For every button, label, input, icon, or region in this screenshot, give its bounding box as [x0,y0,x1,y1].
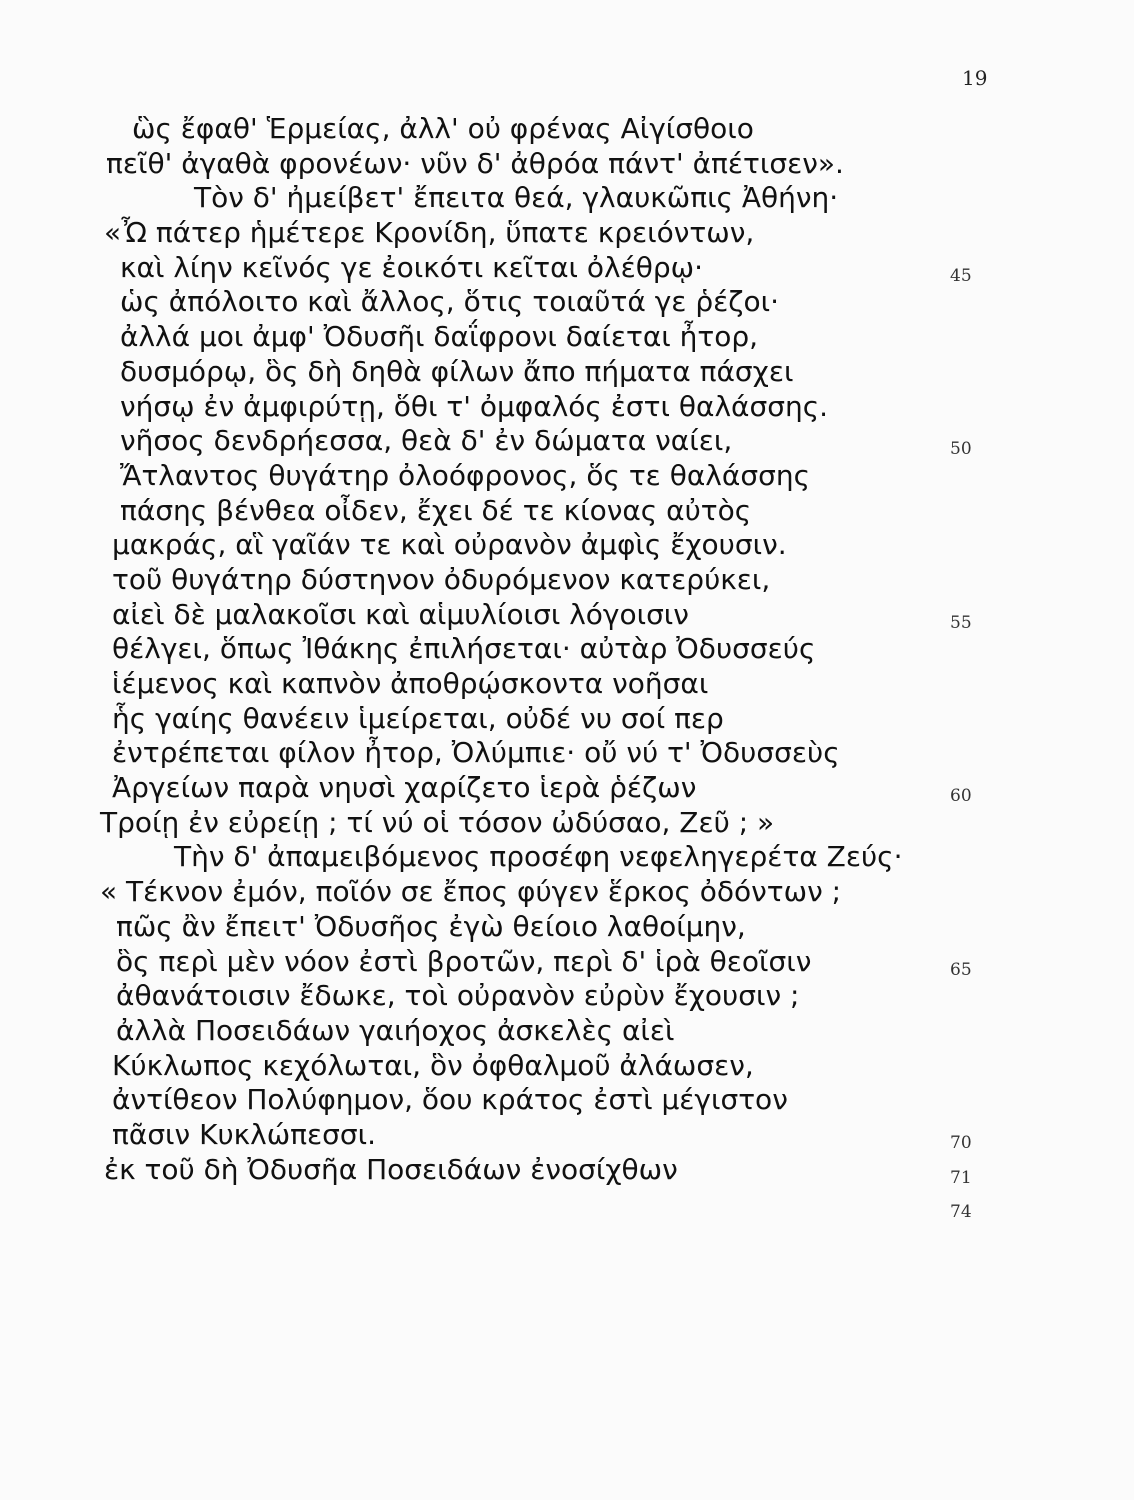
verse-line [100,840,1000,875]
verse-text: Ἄτλαντος θυγάτηρ ὀλοόφρονος, ὅς τε θαλάσσης [120,458,811,492]
verse-line [100,806,1000,841]
verse-line [100,320,1000,355]
verse-text: τοῦ θυγάτηρ δύστηνον ὀδυρόμενον κατερύκει, [112,562,771,596]
verse-line [100,459,1000,494]
verse-line [100,979,1000,1014]
verse-text: ἀντίθεον Πολύφημον, ὅου κράτος ἐστὶ μέγιστον [112,1083,788,1117]
verse-text: Κύκλωπος κεχόλωται, ὃν ὀφθαλμοῦ ἀλάωσεν, [112,1048,754,1082]
verse-text: «Ὦ πάτερ ἡμέτερε Κρονίδη, ὕπατε κρειόντων, [104,216,755,250]
verse-text: νήσῳ ἐν ἀμφιρύτῃ, ὅθι τ' ὀμφαλός ἐστι θαλάσσης. [120,389,829,423]
verse-line [100,598,1000,633]
verse-text: πεῖθ' ἀγαθὰ φρονέων· νῦν δ' ἀθρόα πάντ' ἀπέτισεν». [106,146,844,180]
verse-text: πάσης βένθεα οἶδεν, ἔχει δέ τε κίονας αὐτὸς [120,493,752,527]
verse-text: Ἀργείων παρὰ νηυσὶ χαρίζετο ἱερὰ ῥέζων [112,771,697,805]
verse-line [100,147,1000,182]
verse-text: ὣς ἔφαθ' Ἑρμείας, ἀλλ' οὐ φρένας Αἰγίσθοιο [132,112,754,145]
verse-text: ἀθανάτοισιν ἔδωκε, τοὶ οὐρανὸν εὐρὺν ἔχουσιν ; [116,979,800,1013]
verse-text: μακράς, αἳ γαῖάν τε καὶ οὐρανὸν ἀμφὶς ἔχουσιν. [112,528,787,562]
verse-line [100,875,1000,910]
verse-line [100,1118,1000,1153]
verse-line [100,181,1000,216]
verse-line [100,667,1000,702]
line-number: 71 [950,1167,972,1188]
verse-line [100,424,1000,459]
verse-text: Τὸν δ' ἠμείβετ' ἔπειτα θεά, γλαυκῶπις Ἀθήνη· [194,181,839,215]
verse-text: Τὴν δ' ἀπαμειβόμενος προσέφη νεφεληγερέτα Ζεύς· [174,840,903,874]
verse-line [100,494,1000,529]
verse-text: « Τέκνον ἐμόν, ποῖόν σε ἔπος φύγεν ἕρκος ὀδόντων ; [100,875,842,909]
line-number: 45 [950,265,972,286]
verse-text: θέλγει, ὅπως Ἰθάκης ἐπιλήσεται· αὐτὰρ Ὀδυσσεύς [112,632,816,666]
verse-line [100,632,1000,667]
page-number: 19 [962,66,988,90]
verse-text: πᾶσιν Κυκλώπεσσι. [112,1117,377,1151]
line-number: 65 [950,959,972,980]
verse-line [100,390,1000,425]
verse-line [100,1083,1000,1118]
verse-text: καὶ λίην κεῖνός γε ἐοικότι κεῖται ὀλέθρῳ· [120,250,703,284]
verse-line [100,285,1000,320]
verse-line [100,1014,1000,1049]
line-number: 50 [950,439,972,460]
verse-text: ἐντρέπεται φίλον ἦτορ, Ὀλύμπιε· οὔ νύ τ' Ὀδυσσεὺς [112,736,840,770]
verse-line [100,910,1000,945]
verse-text: ἱέμενος καὶ καπνὸν ἀποθρῴσκοντα νοῆσαι [112,667,709,700]
verse-line [100,1187,1000,1222]
line-number: 55 [950,612,972,633]
verse-line [100,736,1000,771]
verse-text: ἀλλά μοι ἀμφ' Ὀδυσῆι δαΐφρονι δαίεται ἦτορ, [120,320,759,354]
verse-text: αἰεὶ δὲ μαλακοῖσι καὶ αἱμυλίοισι λόγοισιν [112,597,689,631]
line-number: 74 [950,1202,972,1223]
verse-line [100,216,1000,251]
verse-line [100,355,1000,390]
verse-text: ὃς περὶ μὲν νόον ἐστὶ βροτῶν, περὶ δ' ἱρὰ θεοῖσιν [116,944,812,978]
verse-text: ἐκ τοῦ δὴ Ὀδυσῆα Ποσειδάων ἐνοσίχθων [104,1152,678,1186]
verse-line [100,563,1000,598]
verse-block [100,112,1000,1222]
verse-line [100,1153,1000,1188]
line-number: 60 [950,786,972,807]
verse-line [100,112,1000,147]
verse-text: ὡς ἀπόλοιτο καὶ ἄλλος, ὅτις τοιαῦτά γε ῥέζοι· [120,285,779,319]
line-number: 70 [950,1132,972,1153]
verse-text: ἧς γαίης θανέειν ἱμείρεται, οὐδέ νυ σοί περ [112,701,724,735]
verse-text: νῆσος δενδρήεσσα, θεὰ δ' ἐν δώματα ναίει, [120,424,733,458]
verse-text: πῶς ἂν ἔπειτ' Ὀδυσῆος ἐγὼ θείοιο λαθοίμην, [116,909,746,943]
verse-text: Τροίῃ ἐν εὐρείῃ ; τί νύ οἱ τόσον ὠδύσαο, Ζεῦ ; » [100,805,775,839]
verse-text: ἀλλὰ Ποσειδάων γαιήοχος ἀσκελὲς αἰεὶ [116,1013,675,1047]
verse-line [100,771,1000,806]
verse-line [100,702,1000,737]
verse-line [100,945,1000,980]
verse-line [100,1049,1000,1084]
verse-line [100,251,1000,286]
verse-text: δυσμόρῳ, ὃς δὴ δηθὰ φίλων ἄπο πήματα πάσχει [120,354,794,388]
verse-line [100,528,1000,563]
